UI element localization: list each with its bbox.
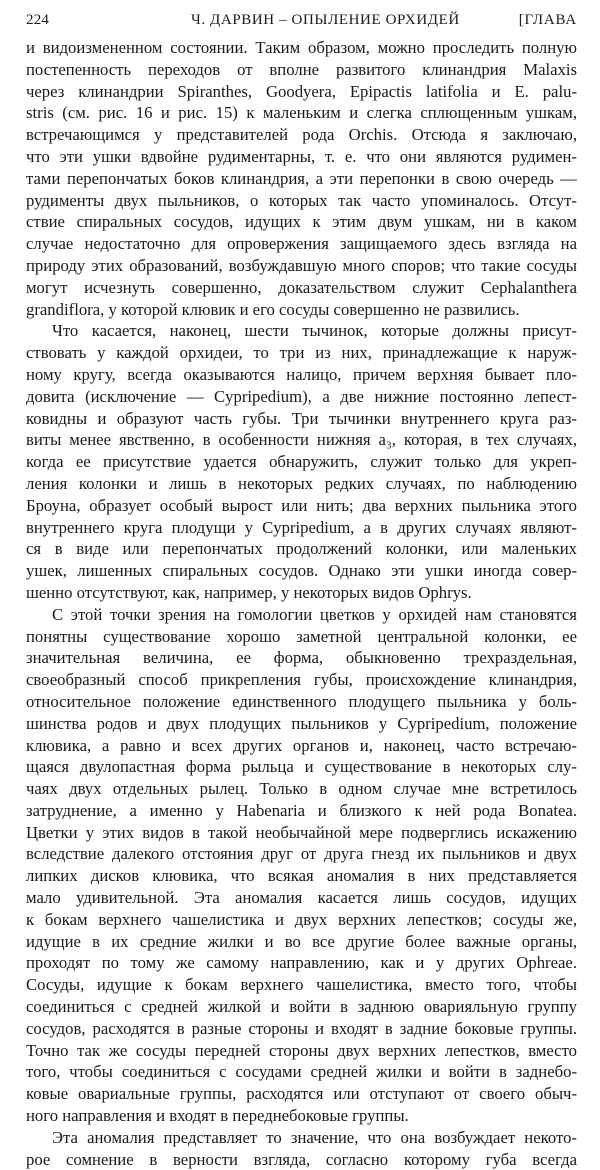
text-line: липких дисков клювика, что всякая аномалия в них представляется	[26, 866, 577, 886]
running-title: Ч. ДАРВИН – ОПЫЛЕНИЕ ОРХИДЕЙ	[191, 12, 460, 28]
text-line: ному кругу, всегда оказываются налицо, причем верхняя бывает пло-	[26, 364, 577, 384]
text-line: Точно так же сосуды передней стороны двух верхних лепестков, вместо	[26, 1040, 577, 1060]
text-line: что эти ушки вдвойне рудиментарны, т. е. что они являются рудимен-	[26, 146, 577, 166]
text-line: своеобразный способ прикрепления губы, происхождение клинандрия,	[26, 670, 577, 690]
text-line: чаях двух отдельных рылец. Только в одном случае мне встретилось	[26, 779, 577, 799]
text-line: природу этих образований, возбуждавшую много споров; что такие сосуды	[26, 255, 577, 275]
text-line: Броуна, образует особый вырост или нить; два верхних пыльника этого	[26, 495, 577, 515]
text-line: идущие в их средние жилки и во все другие более важные органы,	[26, 931, 577, 951]
text-line: к бокам верхнего чашелистика и двух верхних лепестков; сосуды же,	[26, 909, 577, 929]
text-line: ся в виде или перепончатых продолжений колонки, или маленьких	[26, 539, 577, 559]
text-line: рудименты двух пыльников, о которых так часто упоминалось. Отсут-	[26, 190, 577, 210]
text-line: и видоизмененном состоянии. Таким образом, можно проследить полную	[26, 38, 577, 57]
page-number: 224	[26, 12, 50, 28]
text-line: ного направления и входят в переднебоковые группы.	[26, 1106, 409, 1126]
text-line: когда ее присутствие удается обнаружить, служит только для укреп-	[26, 452, 577, 472]
text-line: ления колонки и лишь в некоторых редких случаях, по наблюдению	[26, 473, 577, 493]
text-line: сосудов, расходятся в разные стороны и входят в задние боковые группы.	[26, 1018, 577, 1038]
text-line: соединиться с средней жилкой и войти в заднюю оварияльную группу	[26, 997, 577, 1017]
text-line: внутреннего круга плодущи у Cypripedium, а в других случаях являют-	[26, 517, 577, 537]
chapter-label: [ГЛАВА	[518, 12, 577, 28]
page-header	[26, 12, 577, 34]
text-line: понятны существование хорошо заметной центральной колонки, ее	[26, 626, 577, 646]
body-text	[26, 37, 577, 1170]
text-line: могут исчезнуть совершенно, доказательством служит Cephalanthera	[26, 277, 577, 297]
text-line: относительное положение единственного плодущего пыльника у боль-	[26, 691, 577, 711]
text-line: довита (исключение — Cypripedium), а две нижние постоянно лепест-	[26, 386, 577, 406]
text-line: щаяся двулопастная форма рыльца и существование в некоторых слу-	[26, 757, 577, 777]
text-line: шенно отсутствуют, как, например, у некоторых видов Ophrys.	[26, 582, 472, 602]
text-line: клювика, а равно и всех других органов и, наконец, часто встречаю-	[26, 735, 577, 755]
text-line: рое сомнение в верности взгляда, согласно которому губа всегда	[26, 1149, 577, 1169]
text-line: шинства родов и двух плодущих пыльников у Cypripedium, положение	[26, 713, 577, 733]
text-line: grandiflora, у которой клювик и его сосуды совершенно не развились.	[26, 299, 520, 319]
text-line: Что касается, наконец, шести тычинок, которые должны присут-	[52, 321, 577, 341]
text-line: ковые овариальные группы, расходятся или отступают от своего обыч-	[26, 1084, 577, 1104]
text-line: С этой точки зрения на гомологии цветков у орхидей нам становятся	[52, 604, 577, 624]
text-line: встречающимся у представителей рода Orchis. Отсюда я заключаю,	[26, 125, 577, 145]
text-line: Сосуды, идущие к бокам верхнего чашелистика, вместо того, чтобы	[26, 975, 577, 995]
text-line: через клинандрии Spiranthes, Goodyera, Epipactis latifolia и E. palu-	[26, 81, 577, 101]
text-line: ковидны и образуют часть губы. Три тычинки внутреннего круга раз-	[26, 408, 577, 428]
text-line: проходят по тому же самому направлению, как и у других Ophreae.	[26, 953, 577, 973]
text-line: постепенность переходов от вполне развитого клинандрия Malaxis	[26, 59, 577, 79]
text-line: ушек, лишенных спиральных сосудов. Однако эти ушки иногда совер-	[26, 561, 577, 581]
text-line: значительная величина, ее форма, обыкновенно трехраздельная,	[26, 648, 577, 668]
text-line: ствие спиральных сосудов, идущих к этим двум ушкам, ни в каком	[26, 212, 577, 232]
text-line: виты менее явственно, в особенности нижняя a₃, которая, в тех случаях,	[26, 430, 577, 450]
text-line: ствовать у каждой орхидеи, то три из них, принадлежащие к наруж-	[26, 343, 577, 363]
text-line: Цветки у этих видов в такой необычайной мере подверглись искажению	[26, 822, 577, 842]
text-line: stris (см. рис. 16 и рис. 15) к маленьким и слегка сплющенным ушкам,	[26, 103, 577, 123]
text-line: затруднение, а именно у Habenaria и близкого к ней рода Bonatea.	[26, 800, 577, 820]
text-line: того, чтобы соединиться с сосудами средней жилки и войти в заднебо-	[26, 1062, 577, 1082]
text-line: тами перепончатых боков клинандрия, а эти перепонки в свою очередь —	[26, 168, 577, 188]
text-line: мало удивительной. Эта аномалия касается лишь сосудов, идущих	[26, 888, 577, 908]
text-line: случае недостаточно для опровержения защищаемого здесь взгляда на	[26, 234, 577, 254]
text-line: Эта аномалия представляет то значение, что она возбуждает некото-	[52, 1127, 577, 1147]
text-line: вследствие далекого отстояния друг от друга гнезд их пыльников и двух	[26, 844, 577, 864]
